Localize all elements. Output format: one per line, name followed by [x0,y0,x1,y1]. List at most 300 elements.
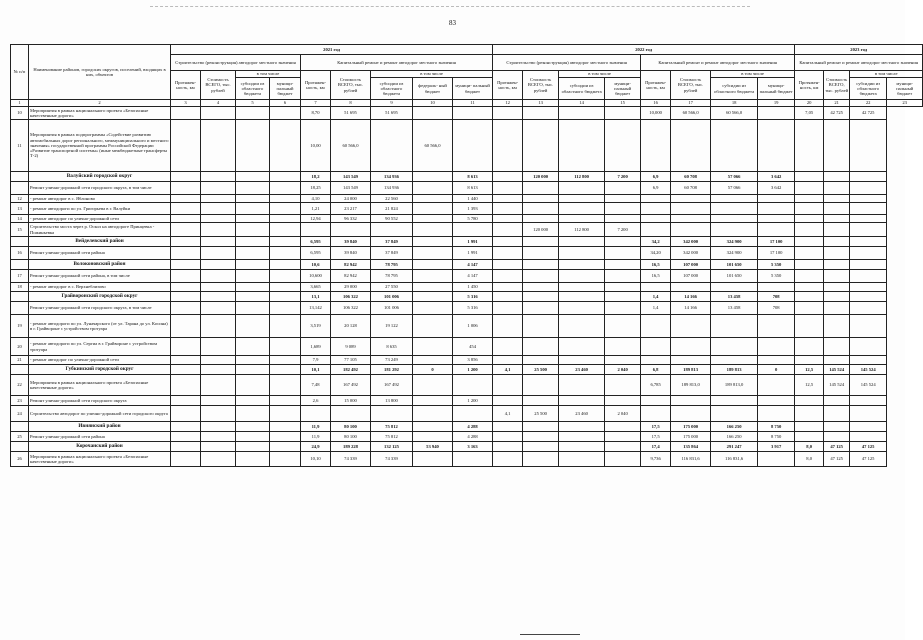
cell-col-4 [201,356,236,365]
cell-col-14 [559,452,605,467]
cell-col-19 [758,283,795,292]
cell-col-13 [523,107,559,120]
cell-col-22: 145 524 [850,375,887,396]
cell-col-21 [824,260,850,270]
cell-col-17 [671,195,711,203]
cell-col-14 [559,182,605,195]
cell-col-4 [201,223,236,237]
cell-col-11 [453,107,493,120]
cell-col-8: 96 332 [331,215,371,223]
cell-col-22 [850,338,887,356]
cell-col-15 [605,442,641,452]
cell-col-17: 107 000 [671,260,711,270]
header-name: Наименование районов, городских округов, поселений, входящих в них, объектов [29,45,171,100]
cell-col-21 [824,396,850,406]
cell-col-4 [201,396,236,406]
cell-col-3 [171,237,201,247]
cell-col-13 [523,302,559,315]
cell-col-3 [171,338,201,356]
district-row [11,237,923,247]
cell-col-22 [850,283,887,292]
cell-col-21: 47 125 [824,452,850,467]
cell-col-20 [795,223,824,237]
row-name: - ремонт автодорог по улично-дорожной сети [29,215,171,223]
cell-col-12 [493,292,523,302]
cell-col-13 [523,315,559,338]
cell-col-9: 13 800 [371,396,413,406]
cell-col-3 [171,422,201,432]
cell-col-22 [850,223,887,237]
cell-col-20 [795,302,824,315]
cell-col-3 [171,260,201,270]
cell-col-7: 18,25 [301,182,331,195]
row-number: 10 [11,107,29,120]
cell-col-12 [493,422,523,432]
cell-col-7: 6,595 [301,237,331,247]
cell-col-20 [795,338,824,356]
cell-col-9: 90 552 [371,215,413,223]
cell-col-17: 342 000 [671,237,711,247]
table-row [11,302,923,315]
cell-col-3 [171,396,201,406]
header-incl: в том числе [371,71,493,78]
cell-col-22 [850,292,887,302]
cell-col-7 [301,406,331,422]
cell-col-6 [270,195,301,203]
row-number [11,237,29,247]
row-number: 16 [11,247,29,260]
header-regional: субсидии из областного бюджета [371,78,413,100]
cell-col-4 [201,302,236,315]
cell-col-9: 37 849 [371,237,413,247]
cell-col-5 [236,182,270,195]
cell-col-17: 107 000 [671,270,711,283]
cell-col-22 [850,270,887,283]
row-number: 18 [11,283,29,292]
cell-col-18: 60 566,0 [711,107,758,120]
cell-col-5 [236,172,270,182]
cell-col-7: 8,70 [301,107,331,120]
cell-col-18: 166 250 [711,432,758,442]
cell-col-15 [605,356,641,365]
header-regional: субсидии из областного бюджета [711,78,758,100]
column-number: 12 [493,100,523,107]
cell-col-10 [413,107,453,120]
cell-col-7: 4,10 [301,195,331,203]
cell-col-11: 1 200 [453,365,493,375]
cell-col-10 [413,172,453,182]
cell-col-21 [824,292,850,302]
cell-col-18 [711,195,758,203]
cell-col-12 [493,315,523,338]
row-number [11,182,29,195]
cell-col-11: 1 450 [453,283,493,292]
header-repair-2021: Капитальный ремонт и ремонт автодорог местного значения [301,55,493,71]
row-name: - ремонт автодорог по улично-дорожной сети [29,356,171,365]
cell-col-5 [236,237,270,247]
cell-col-6 [270,442,301,452]
cell-col-19 [758,452,795,467]
row-name: Валуйский городской округ [29,172,171,182]
table-row [11,247,923,260]
table-row [11,338,923,356]
cell-col-18: 189 813 [711,365,758,375]
cell-col-15 [605,302,641,315]
cell-col-21 [824,223,850,237]
column-number: 18 [711,100,758,107]
row-name: Ремонт улично-дорожной сети городского округа, в том числе [29,302,171,315]
cell-col-4 [201,315,236,338]
cell-col-18: 101 650 [711,270,758,283]
cell-col-22 [850,203,887,215]
header-municipal: муници- пальный бюджет [605,78,641,100]
header-cost: Стоимость ВСЕГО, тыс. рублей [824,71,850,100]
cell-col-10 [413,315,453,338]
cell-col-9 [371,223,413,237]
cell-col-9: 75 812 [371,422,413,432]
header-regional: субсидии из областного бюджета [559,78,605,100]
cell-col-3 [171,292,201,302]
table-row [11,120,923,172]
cell-col-20 [795,195,824,203]
row-number: 23 [11,396,29,406]
cell-col-18 [711,223,758,237]
cell-col-18 [711,396,758,406]
cell-col-3 [171,107,201,120]
header-municipal: муници- пальный бюджет [270,78,301,100]
cell-col-7: 13,1 [301,292,331,302]
cell-col-12 [493,338,523,356]
cell-col-14 [559,396,605,406]
cell-col-17: 189 813,0 [671,375,711,396]
cell-col-20 [795,422,824,432]
table-row [11,452,923,467]
cell-col-15 [605,203,641,215]
cell-col-10: 53 940 [413,442,453,452]
cell-col-3 [171,442,201,452]
cell-col-13 [523,356,559,365]
header-year-2021: 2021 год [171,45,493,55]
header-length: Протяжен- ность, км [493,71,523,100]
cell-col-16: 1,4 [641,292,671,302]
cell-col-22 [850,432,887,442]
column-number: 5 [236,100,270,107]
row-name: Вейделевский район [29,237,171,247]
cell-col-11: 1 393 [453,203,493,215]
cell-col-15 [605,120,641,172]
row-number: 20 [11,338,29,356]
cell-col-21 [824,237,850,247]
cell-col-19: 5 350 [758,270,795,283]
cell-col-3 [171,302,201,315]
cell-col-11: 3 163 [453,442,493,452]
cell-col-16: 34,20 [641,247,671,260]
column-number: 1 [11,100,29,107]
header-regional: субсидии из областного бюджета [236,78,270,100]
cell-col-22 [850,195,887,203]
cell-col-13 [523,195,559,203]
cell-col-11: 1 440 [453,195,493,203]
row-number: 19 [11,315,29,338]
cell-col-13: 120 000 [523,172,559,182]
district-row [11,292,923,302]
cell-col-21 [824,338,850,356]
cell-col-17: 60 708 [671,182,711,195]
cell-col-21: 145 524 [824,365,850,375]
cell-col-16 [641,315,671,338]
cell-col-8: 39 840 [331,247,371,260]
cell-col-6 [270,452,301,467]
row-name: Мероприятия в рамках национального проекта «Безопасные качественные дороги» [29,452,171,467]
cell-col-4 [201,422,236,432]
district-row [11,365,923,375]
table-body [11,107,923,467]
row-number: 11 [11,120,29,172]
row-number: 25 [11,432,29,442]
cell-col-16: 17,4 [641,442,671,452]
cell-col-20 [795,120,824,172]
cell-col-17 [671,396,711,406]
cell-col-14 [559,338,605,356]
cell-col-3 [171,283,201,292]
cell-col-9: 101 006 [371,302,413,315]
cell-col-5 [236,375,270,396]
cell-col-8: 189 228 [331,442,371,452]
cell-col-11: 4 147 [453,270,493,283]
cell-col-10 [413,283,453,292]
cell-col-19 [758,315,795,338]
cell-col-8: 15 000 [331,396,371,406]
cell-col-18: 57 066 [711,172,758,182]
table-row [11,432,923,442]
cell-col-10: 60 566,0 [413,120,453,172]
cell-col-18: 13 458 [711,292,758,302]
cell-col-10 [413,247,453,260]
row-name: Грайворонский городской округ [29,292,171,302]
cell-col-16: 17,5 [641,432,671,442]
cell-col-13 [523,247,559,260]
row-number: 14 [11,215,29,223]
cell-col-20 [795,283,824,292]
cell-col-22: 42 725 [850,107,887,120]
cell-col-15 [605,237,641,247]
row-name: - ремонт автодороги по ул. Луначарского (от ул. Тарана до ул. Косина) в г. Грайвороне с устройством тротуара [29,315,171,338]
cell-col-11: 8 613 [453,172,493,182]
cell-col-10 [413,215,453,223]
cell-col-14 [559,215,605,223]
cell-col-15 [605,260,641,270]
row-name: Ремонт улично-дорожной сети городского округа, в том числе [29,182,171,195]
cell-col-5 [236,442,270,452]
cell-col-3 [171,375,201,396]
cell-col-14 [559,422,605,432]
row-name: - ремонт автодороги по ул. Сергиа в г. Грайвороне с устройством тротуара [29,338,171,356]
cell-col-5 [236,247,270,260]
cell-col-21 [824,195,850,203]
cell-col-20 [795,432,824,442]
cell-col-21 [824,182,850,195]
cell-col-14 [559,260,605,270]
row-number [11,302,29,315]
cell-col-13 [523,442,559,452]
cell-col-22 [850,315,887,338]
cell-col-16: 17,5 [641,422,671,432]
table-row [11,215,923,223]
cell-col-11: 5 780 [453,215,493,223]
cell-col-21 [824,302,850,315]
cell-col-10 [413,292,453,302]
row-name: - ремонт автодорог в с. Верхнеблизово [29,283,171,292]
cell-col-3 [171,432,201,442]
cell-col-20 [795,172,824,182]
cell-col-4 [201,270,236,283]
header-incl: в том числе [711,71,795,78]
cell-col-6 [270,215,301,223]
cell-col-8: 51 695 [331,107,371,120]
cell-col-6 [270,283,301,292]
cell-col-13 [523,432,559,442]
row-number: 17 [11,270,29,283]
cell-col-15 [605,375,641,396]
cell-col-20 [795,215,824,223]
row-number: 22 [11,375,29,396]
cell-col-4 [201,432,236,442]
cell-col-19 [758,396,795,406]
cell-col-12 [493,120,523,172]
cell-col-17 [671,203,711,215]
cell-col-7 [301,223,331,237]
cell-col-9: 19 122 [371,315,413,338]
cell-col-7: 10,1 [301,365,331,375]
cell-col-5 [236,302,270,315]
cell-col-10 [413,452,453,467]
cell-col-17 [671,338,711,356]
cell-col-7: 10,10 [301,452,331,467]
cell-col-3 [171,270,201,283]
cell-col-7: 6,595 [301,247,331,260]
header-cost: Стоимость ВСЕГО, тыс. рублей [331,71,371,100]
column-number: 21 [824,100,850,107]
cell-col-9 [371,406,413,422]
cell-col-19: 708 [758,292,795,302]
cell-col-4 [201,107,236,120]
cell-col-18 [711,120,758,172]
cell-col-16 [641,338,671,356]
cell-col-10: 0 [413,365,453,375]
cell-col-13 [523,292,559,302]
cell-col-7: 18,2 [301,172,331,182]
row-number [11,172,29,182]
cell-col-16: 6,9 [641,182,671,195]
cell-col-6 [270,260,301,270]
cell-col-15: 2 040 [605,406,641,422]
cell-col-11: 1 006 [453,315,493,338]
cell-col-12 [493,237,523,247]
cell-col-8: 39 840 [331,237,371,247]
cell-col-10 [413,338,453,356]
cell-col-3 [171,215,201,223]
cell-col-22 [850,215,887,223]
cell-col-12 [493,182,523,195]
row-number: 15 [11,223,29,237]
cell-col-7: 10,600 [301,270,331,283]
cell-col-5 [236,270,270,283]
header-municipal: муници- пальный бюджет [887,78,923,100]
cell-col-17 [671,406,711,422]
cell-col-17 [671,223,711,237]
cell-col-20: 8,0 [795,452,824,467]
cell-col-9: 27 550 [371,283,413,292]
cell-col-16: 34,2 [641,237,671,247]
cell-col-11: 1 991 [453,247,493,260]
cell-col-11: 1 200 [453,396,493,406]
cell-col-15 [605,195,641,203]
cell-col-20 [795,406,824,422]
cell-col-5 [236,120,270,172]
cell-col-6 [270,432,301,442]
cell-col-22 [850,302,887,315]
cell-col-7: 7,9 [301,356,331,365]
district-row [11,442,923,452]
table-row [11,315,923,338]
cell-col-22 [850,182,887,195]
cell-col-22 [850,172,887,182]
cell-col-14 [559,315,605,338]
cell-col-19 [758,195,795,203]
cell-col-16: 16,5 [641,270,671,283]
cell-col-6 [270,375,301,396]
cell-col-17 [671,356,711,365]
cell-col-18: 116 831,6 [711,452,758,467]
row-name: Мероприятия в рамках национального проекта «Безопасные качественные дороги» [29,375,171,396]
cell-col-5 [236,223,270,237]
cell-col-16: 16,5 [641,260,671,270]
cell-col-9: 101 006 [371,292,413,302]
cell-col-3 [171,172,201,182]
cell-col-9: 21 824 [371,203,413,215]
cell-col-22 [850,237,887,247]
cell-col-17: 60 566,0 [671,107,711,120]
cell-col-18 [711,215,758,223]
cell-col-13: 25 500 [523,406,559,422]
cell-col-19: 8 750 [758,422,795,432]
column-number: 16 [641,100,671,107]
cell-col-6 [270,247,301,260]
cell-col-8: 29 000 [331,283,371,292]
cell-col-4 [201,406,236,422]
cell-col-19: 5 350 [758,260,795,270]
row-name: Мероприятия в рамках национального проекта «Безопасные качественные дороги» [29,107,171,120]
column-number: 6 [270,100,301,107]
cell-col-10 [413,396,453,406]
cell-col-22 [850,406,887,422]
cell-col-14 [559,375,605,396]
column-number: 17 [671,100,711,107]
cell-col-19 [758,223,795,237]
cell-col-15 [605,396,641,406]
cell-col-15 [605,292,641,302]
cell-col-18: 324 900 [711,247,758,260]
column-number: 2 [29,100,171,107]
top-scan-line [150,6,750,7]
cell-col-19 [758,406,795,422]
cell-col-6 [270,182,301,195]
cell-col-19: 3 642 [758,172,795,182]
column-number: 7 [301,100,331,107]
cell-col-13 [523,338,559,356]
column-number: 23 [887,100,923,107]
cell-col-6 [270,107,301,120]
